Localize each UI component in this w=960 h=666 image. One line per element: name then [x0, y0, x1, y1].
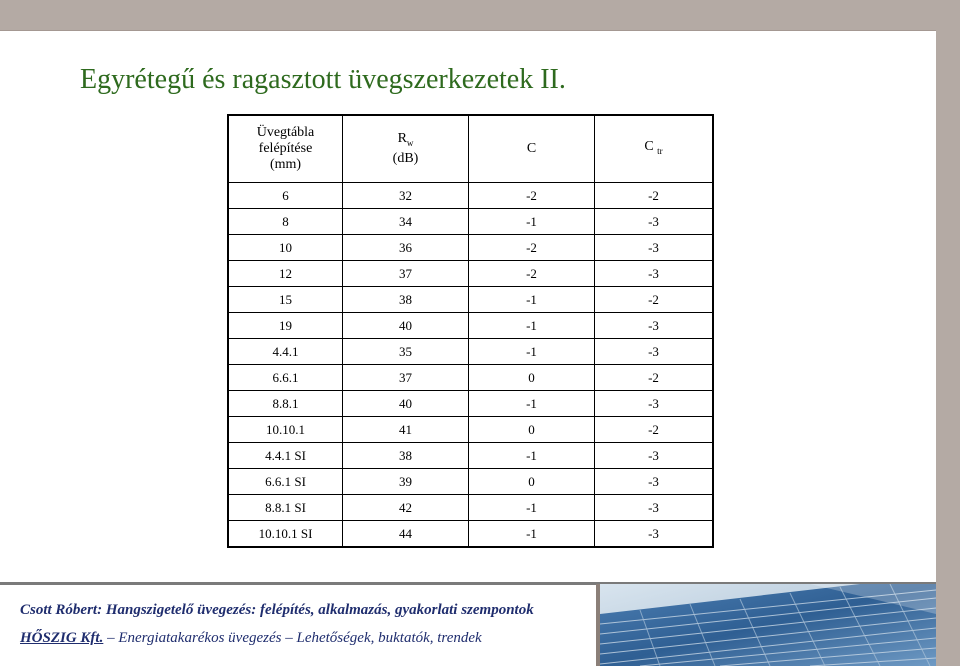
header-construction-line3: (mm): [269, 157, 302, 172]
cell-c: 0: [469, 365, 595, 391]
data-table: [227, 114, 714, 548]
cell-rw: 35: [343, 339, 469, 365]
header-ctr: [595, 115, 714, 183]
cell-construction: 10.10.1 SI: [228, 521, 343, 548]
cell-rw: 34: [343, 209, 469, 235]
cell-ctr: -3: [595, 339, 714, 365]
table-row: [228, 417, 713, 443]
cell-rw: 32: [343, 183, 469, 209]
header-rw: [343, 115, 469, 183]
cell-ctr: -3: [595, 495, 714, 521]
cell-c: -1: [469, 391, 595, 417]
building-facade-graphic: [600, 584, 936, 666]
cell-c: -1: [469, 443, 595, 469]
table-row: [228, 365, 713, 391]
cell-c: -2: [469, 235, 595, 261]
cell-construction: 4.4.1: [228, 339, 343, 365]
cell-c: -1: [469, 521, 595, 548]
slide-title: Egyrétegű és ragasztott üvegszerkezetek II.: [80, 64, 566, 95]
header-c: [469, 115, 595, 183]
table-header-row: [228, 115, 713, 183]
footer-company: HŐSZIG Kft.: [20, 630, 104, 646]
cell-rw: 44: [343, 521, 469, 548]
cell-c: -1: [469, 495, 595, 521]
cell-rw: 42: [343, 495, 469, 521]
slide-frame-right: [936, 0, 960, 666]
glass-building-image: [596, 584, 936, 666]
divider: [0, 30, 936, 31]
cell-ctr: -2: [595, 365, 714, 391]
cell-ctr: -3: [595, 261, 714, 287]
cell-c: -2: [469, 261, 595, 287]
cell-c: -2: [469, 183, 595, 209]
table-row: [228, 209, 713, 235]
cell-rw: 41: [343, 417, 469, 443]
header-c-label: C: [526, 141, 537, 156]
cell-construction: 4.4.1 SI: [228, 443, 343, 469]
cell-rw: 38: [343, 287, 469, 313]
table-row: [228, 469, 713, 495]
cell-rw: 36: [343, 235, 469, 261]
cell-rw: 37: [343, 261, 469, 287]
cell-ctr: -3: [595, 443, 714, 469]
cell-construction: 8.8.1: [228, 391, 343, 417]
cell-rw: 40: [343, 391, 469, 417]
cell-construction: 6: [228, 183, 343, 209]
table-row: [228, 261, 713, 287]
header-construction-line2: felépítése: [258, 141, 313, 156]
cell-construction: 8: [228, 209, 343, 235]
cell-construction: 8.8.1 SI: [228, 495, 343, 521]
header-ctr-main: C: [644, 139, 654, 154]
table-body: [228, 183, 713, 548]
table-row: [228, 183, 713, 209]
cell-ctr: -2: [595, 287, 714, 313]
footer: [0, 585, 596, 666]
cell-construction: 10: [228, 235, 343, 261]
cell-ctr: -2: [595, 417, 714, 443]
slide-frame-top: [0, 0, 960, 30]
cell-c: -1: [469, 287, 595, 313]
footer-author-line: Csott Róbert: Hangszigetelő üvegezés: felépítés, alkalmazás, gyakorlati szempontok: [20, 602, 534, 618]
cell-construction: 6.6.1 SI: [228, 469, 343, 495]
header-construction: [228, 115, 343, 183]
cell-ctr: -3: [595, 313, 714, 339]
cell-rw: 37: [343, 365, 469, 391]
cell-construction: 6.6.1: [228, 365, 343, 391]
cell-rw: 38: [343, 443, 469, 469]
slide-frame-bottom-right: [936, 584, 960, 666]
table-row: [228, 443, 713, 469]
cell-c: -1: [469, 209, 595, 235]
table-row: [228, 235, 713, 261]
table-row: [228, 287, 713, 313]
cell-ctr: -3: [595, 521, 714, 548]
cell-c: -1: [469, 339, 595, 365]
cell-rw: 40: [343, 313, 469, 339]
cell-ctr: -3: [595, 469, 714, 495]
cell-ctr: -3: [595, 209, 714, 235]
footer-company-line: [20, 630, 482, 647]
cell-rw: 39: [343, 469, 469, 495]
table-row: [228, 313, 713, 339]
cell-ctr: -2: [595, 183, 714, 209]
cell-construction: 10.10.1: [228, 417, 343, 443]
table-row: [228, 391, 713, 417]
header-rw-unit: (dB): [392, 151, 419, 166]
table-row: [228, 521, 713, 548]
header-ctr-sub: tr: [657, 146, 663, 156]
cell-ctr: -3: [595, 391, 714, 417]
header-rw-sub: w: [406, 138, 414, 148]
cell-c: -1: [469, 313, 595, 339]
header-construction-line1: Üvegtábla: [256, 125, 315, 140]
table-row: [228, 339, 713, 365]
cell-construction: 19: [228, 313, 343, 339]
cell-construction: 12: [228, 261, 343, 287]
footer-subtitle: – Energiatakarékos üvegezés – Lehetőségek, buktatók, trendek: [103, 630, 482, 646]
table-row: [228, 495, 713, 521]
header-rw-main: R: [397, 131, 407, 146]
cell-construction: 15: [228, 287, 343, 313]
cell-c: 0: [469, 417, 595, 443]
cell-ctr: -3: [595, 235, 714, 261]
cell-c: 0: [469, 469, 595, 495]
